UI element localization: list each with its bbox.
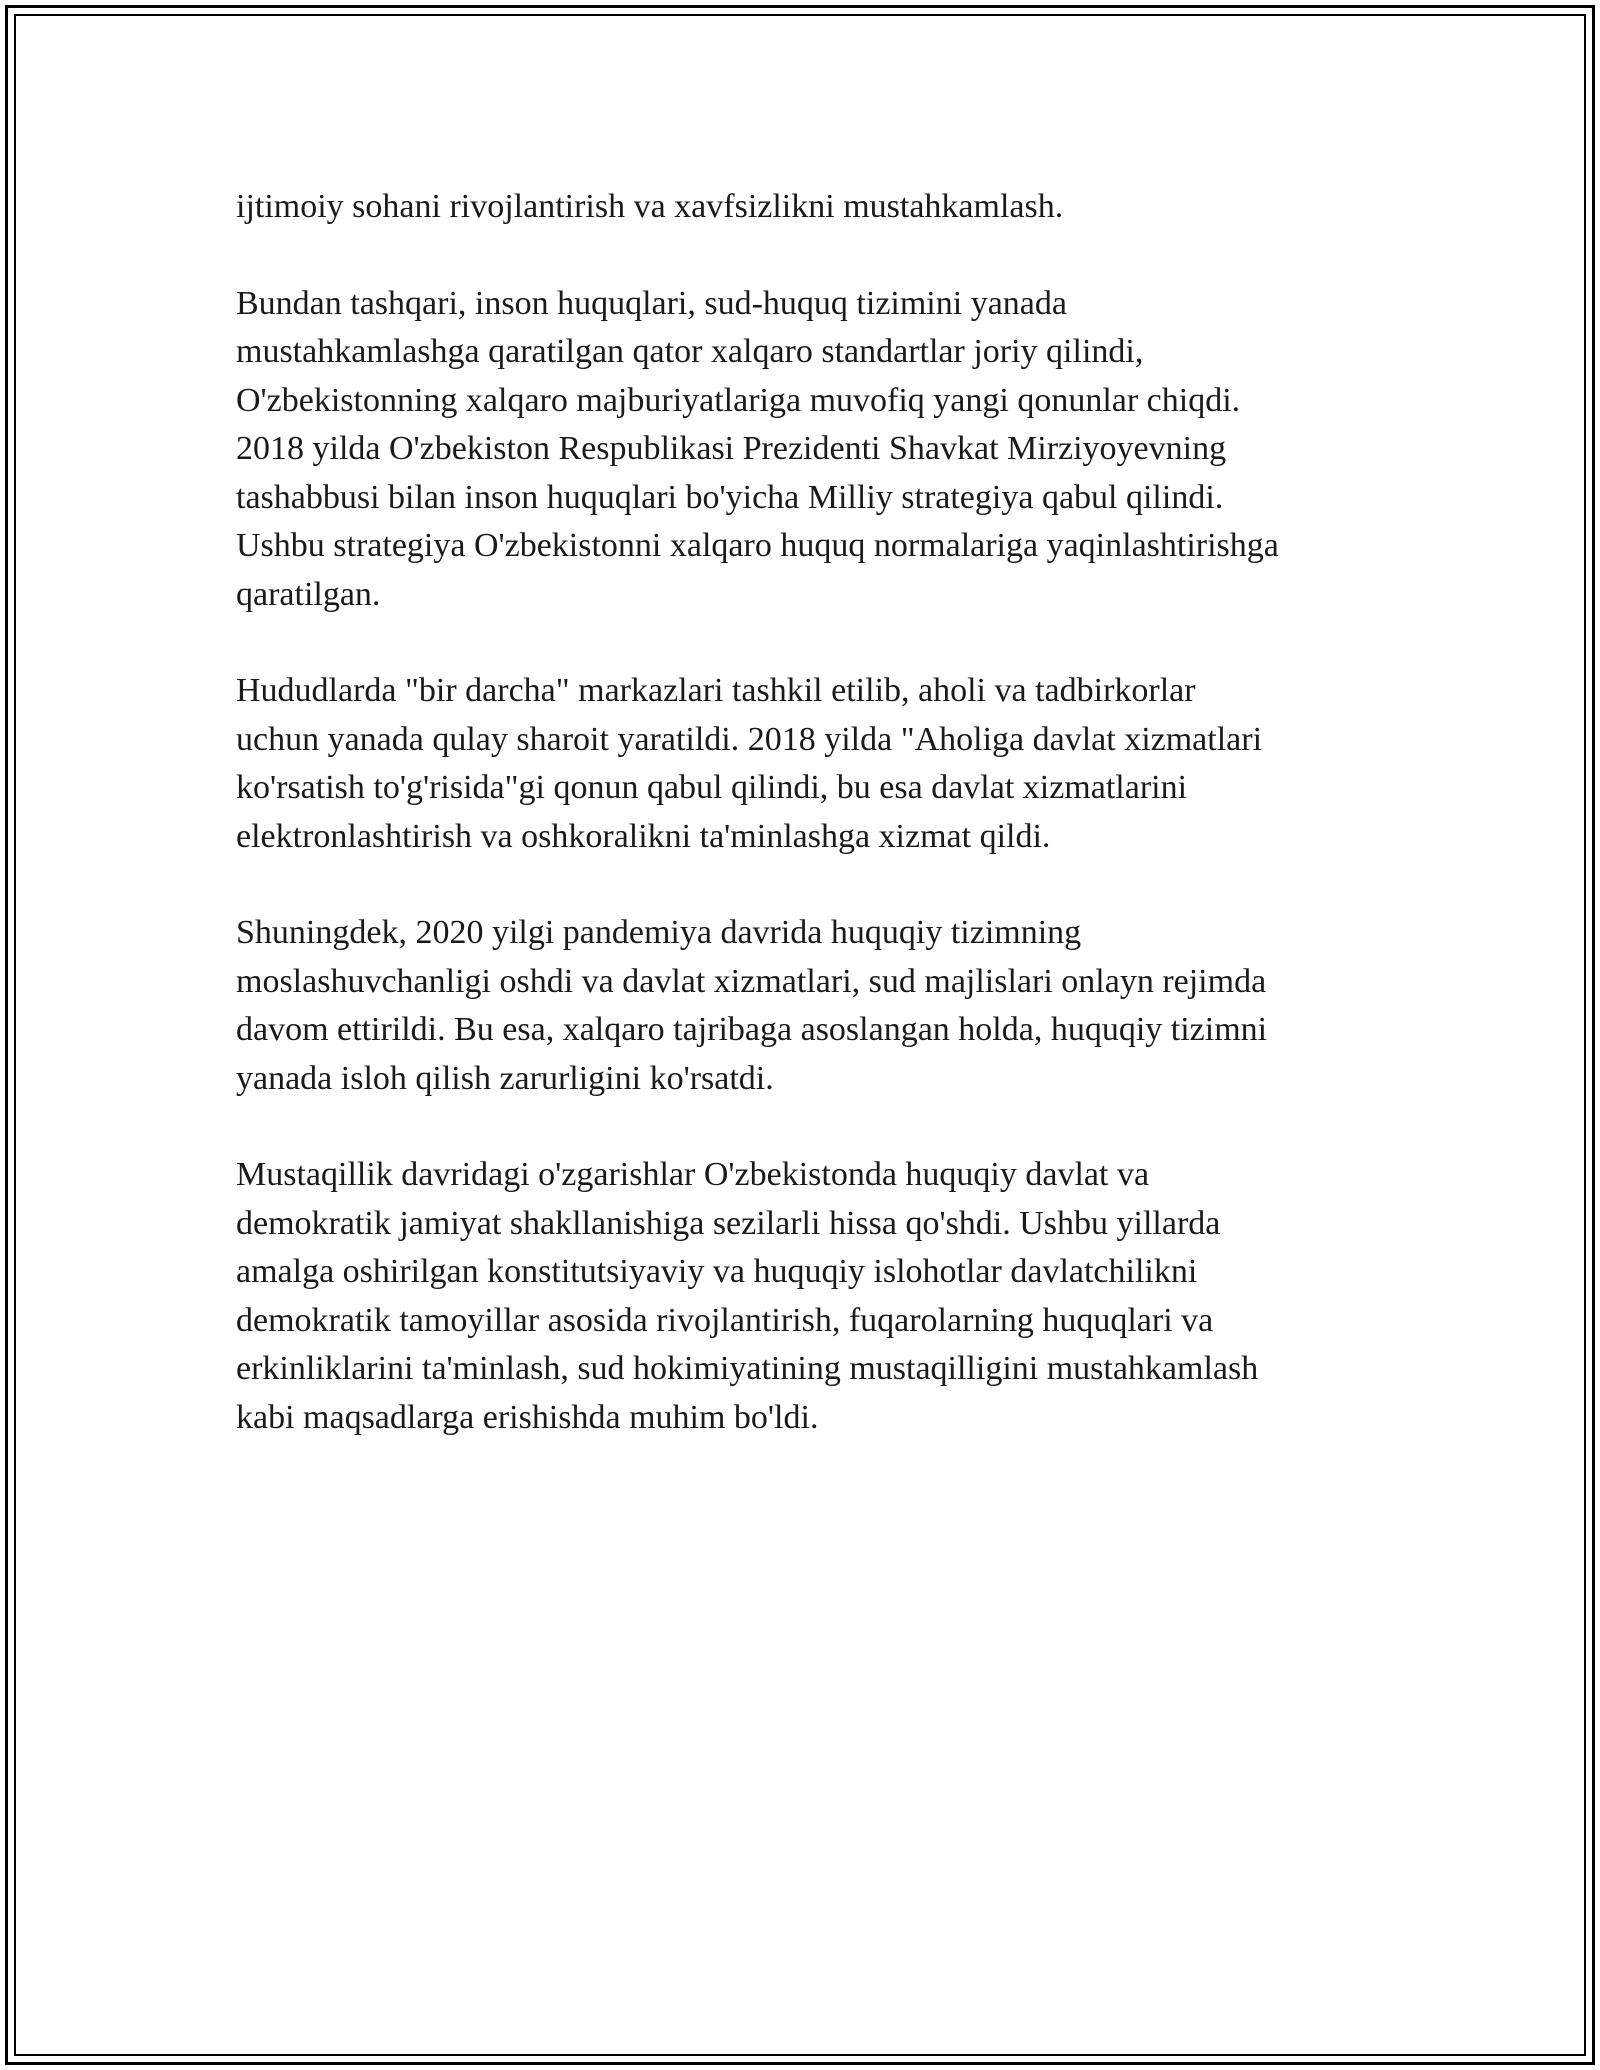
document-body — [236, 183, 1396, 1490]
paragraph-5: Mustaqillik davridagi o'zgarishlar O'zbekistonda huquqiy davlat va demokratik jamiyat shakllanishiga sezilarli hissa qo'shdi. Ushbu yillarda amalga oshirilgan konstitutsiyaviy va huquqiy islohotlar davlatchilikni demokratik tamoyillar asosida rivojlantirish, fuqarolarning huquqlari va erkinliklarini ta'minlash, sud hokimiyatining mustaqilligini mustahkamlash kabi maqsadlarga erishishda muhim bo'ldi. — [236, 1156, 1259, 1436]
paragraph-4: Shuningdek, 2020 yilgi pandemiya davrida huquqiy tizimning moslashuvchanligi oshdi va davlat xizmatlari, sud majlislari onlayn rejimda davom ettirildi. Bu esa, xalqaro tajribaga asoslangan holda, huquqiy tizimni yanada isloh qilish zarurligini ko'rsatdi. — [236, 914, 1268, 1097]
paragraph-3: Hududlarda "bir darcha" markazlari tashkil etilib, aholi va tadbirkorlar uchun yanada qulay sharoit yaratildi. 2018 yilda "Aholiga davlat xizmatlari ko'rsatish to'g'risida"gi qonun qabul qilindi, bu esa davlat xizmatlarini elektronlashtirish va oshkoralikni ta'minlashga xizmat qildi. — [236, 672, 1263, 855]
paragraph-1: ijtimoiy sohani rivojlantirish va xavfsizlikni mustahkamlash. — [236, 188, 1064, 225]
paragraph-2: Bundan tashqari, inson huquqlari, sud-huquq tizimini yanada mustahkamlashga qaratilgan qator xalqaro standartlar joriy qilindi, O'zbekistonning xalqaro majburiyatlariga muvofiq yangi qonunlar chiqdi. 2018 yilda O'zbekiston Respublikasi Prezidenti Shavkat Mirziyoyevning tashabbusi bilan inson huquqlari bo'yicha Milliy strategiya qabul qilindi. Ushbu strategiya O'zbekistonni xalqaro huquq normalariga yaqinlashtirishga qaratilgan. — [236, 284, 1279, 613]
